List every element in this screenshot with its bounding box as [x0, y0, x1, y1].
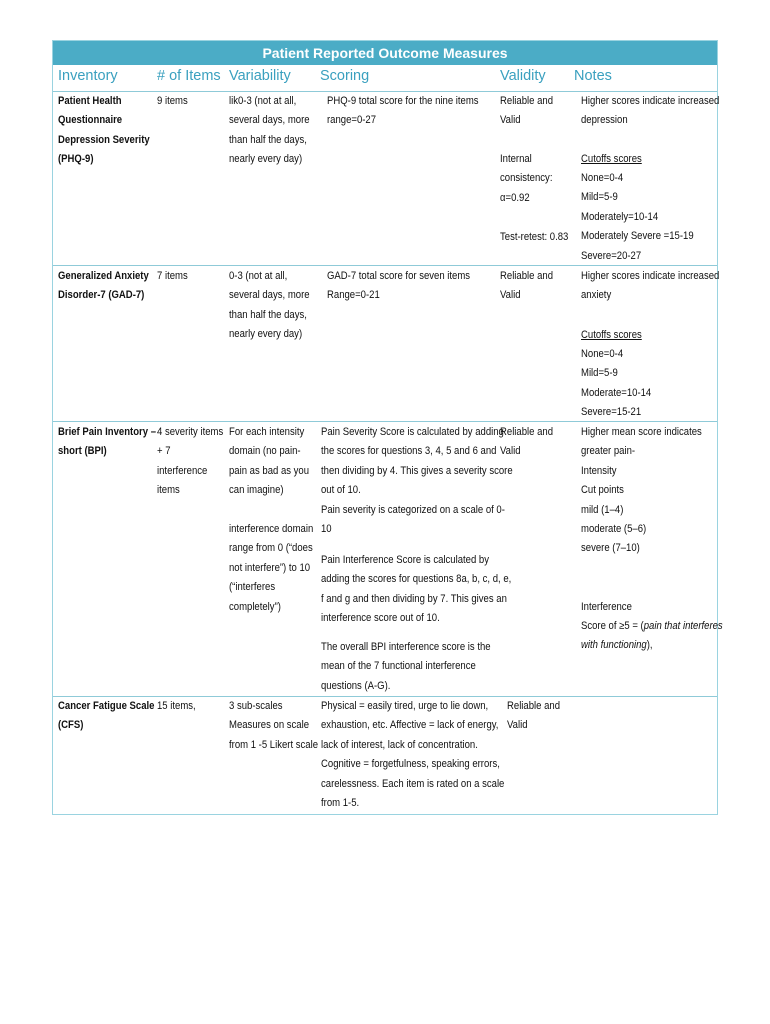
cfs-variability-line: Measures on scale — [229, 719, 310, 732]
cfs-validity-line: Reliable and — [507, 700, 561, 712]
phq9-variability — [229, 92, 310, 170]
bpi-items-line: 4 severity items — [157, 426, 224, 438]
bpi-notes-intensity-line: greater pain- — [581, 445, 636, 458]
cfs-inventory-line: Cancer Fatigue Scale — [58, 700, 155, 712]
phq9-reliability-stats-line: Test-retest: 0.83 — [500, 230, 569, 243]
header-inventory: Inventory — [58, 68, 118, 84]
bpi-notes-interference — [581, 598, 632, 617]
bpi-scoring-severity-line: then dividing by 4. This gives a severity score — [321, 464, 513, 477]
cfs-items — [157, 697, 196, 716]
cfs-scoring-line: exhaustion, etc. Affective = lack of energy, — [321, 719, 499, 732]
header-variability: Variability — [229, 68, 291, 84]
header-validity: Validity — [500, 68, 546, 84]
phq9-cutoffs-line: Severe=20-27 — [581, 249, 642, 262]
gad7-variability-line: nearly every day) — [229, 328, 303, 341]
phq9-inventory-line: Patient Health — [58, 95, 122, 107]
cfs-variability-line: from 1 -5 Likert scale — [229, 738, 319, 751]
gad7-notes-line: Higher scores indicate increased — [581, 270, 720, 282]
bpi-scoring-severity-line: the scores for questions 3, 4, 5 and 6 and — [321, 445, 497, 458]
bpi-items-line: interference — [157, 464, 208, 477]
bpi-notes-intensity-line: Higher mean score indicates — [581, 426, 702, 438]
phq9-inventory-line: (PHQ-9) — [58, 153, 94, 166]
gad7-variability — [229, 267, 310, 345]
gad7-scoring-line: Range=0-21 — [327, 289, 380, 302]
table-title: Patient Reported Outcome Measures — [53, 41, 717, 65]
cfs-variability — [229, 697, 318, 755]
bpi-variability-interference-line: (“interferes — [229, 581, 276, 594]
cfs-validity — [507, 697, 560, 736]
phq9-items-line: 9 items — [157, 95, 188, 107]
gad7-items — [157, 267, 188, 286]
cfs-scoring-line: Cognitive = forgetfulness, speaking errors, — [321, 758, 500, 771]
phq9-validity — [500, 92, 553, 131]
bpi-score-italic: pain that interferes — [643, 620, 723, 632]
bpi-scoring-overall-line: mean of the 7 functional interference — [321, 660, 476, 673]
gad7-inventory-line: Disorder-7 (GAD-7) — [58, 289, 145, 302]
bpi-validity-line: Valid — [500, 445, 521, 458]
phq9-cutoffs-line: Moderately Severe =15-19 — [581, 230, 694, 243]
bpi-scoring-interference-line: interference score out of 10. — [321, 612, 440, 625]
phq9-variability-line: than half the days, — [229, 133, 307, 146]
bpi-notes-interference-score — [581, 617, 723, 656]
phq9-reliability-stats-line: α=0.92 — [500, 191, 530, 204]
phq9-validity-line: Valid — [500, 114, 521, 127]
bpi-variability-interference-line: interference domain — [229, 523, 314, 535]
cfs-items-line: 15 items, — [157, 700, 196, 712]
outcome-measures-table — [52, 40, 723, 815]
bpi-variability-intensity-line: For each intensity — [229, 426, 305, 438]
bpi-notes-intensity-line: mild (1–4) — [581, 503, 624, 516]
phq9-scoring-line: PHQ-9 total score for the nine items — [327, 95, 479, 107]
phq9-reliability-stats — [500, 150, 568, 247]
bpi-variability-intensity-line: pain as bad as you — [229, 464, 310, 477]
phq9-items — [157, 92, 188, 111]
phq9-cutoffs-line: Moderately=10-14 — [581, 210, 659, 223]
phq9-notes-line: depression — [581, 114, 628, 127]
gad7-cutoffs-heading: Cutoffs scores — [581, 329, 642, 341]
gad7-cutoffs-line: Moderate=10-14 — [581, 386, 652, 399]
bpi-notes-intensity-line: Intensity — [581, 464, 617, 477]
phq9-reliability-stats-line: consistency: — [500, 172, 553, 185]
phq9-scoring — [327, 92, 479, 131]
bpi-scoring-severity-line: 10 — [321, 523, 332, 536]
gad7-notes — [581, 267, 719, 306]
bpi-notes-intensity-line: Cut points — [581, 484, 624, 497]
phq9-cutoffs-line: Mild=5-9 — [581, 191, 618, 204]
gad7-variability-line: 0-3 (not at all, — [229, 270, 288, 282]
phq9-inventory-line: Questionnaire — [58, 114, 123, 127]
bpi-scoring-interference-line: adding the scores for questions 8a, b, c, d, e, — [321, 573, 512, 586]
cfs-scoring-line: from 1-5. — [321, 797, 360, 810]
phq9-notes-line: Higher scores indicate increased — [581, 95, 720, 107]
phq9-cutoffs-line: None=0-4 — [581, 172, 624, 184]
cfs-scoring-line: lack of interest, lack of concentration. — [321, 738, 478, 751]
bpi-scoring-severity-line: out of 10. — [321, 484, 361, 497]
phq9-variability-line: lik0-3 (not at all, — [229, 95, 297, 107]
bpi-variability-intensity — [229, 423, 309, 501]
bpi-scoring-overall — [321, 638, 491, 696]
bpi-scoring-overall-line: questions (A-G). — [321, 679, 391, 692]
phq9-scoring-line: range=0-27 — [327, 114, 377, 127]
bpi-scoring-severity — [321, 423, 513, 539]
bpi-scoring-severity-line: Pain Severity Score is calculated by adding — [321, 426, 504, 438]
gad7-items-line: 7 items — [157, 270, 188, 282]
bpi-variability-interference-line: range from 0 (“does — [229, 542, 313, 555]
bpi-items — [157, 423, 223, 501]
bpi-inventory-line: Brief Pain Inventory – — [58, 426, 157, 438]
phq9-reliability-stats-line: Internal — [500, 153, 532, 165]
gad7-validity-line: Reliable and — [500, 270, 554, 282]
bpi-inventory-line: short (BPI) — [58, 445, 107, 458]
bpi-validity-line: Reliable and — [500, 426, 554, 438]
gad7-notes-line: anxiety — [581, 289, 612, 302]
bpi-variability-interference-line: completely”) — [229, 600, 281, 613]
cfs-inventory — [58, 697, 154, 736]
cfs-inventory-line: (CFS) — [58, 719, 84, 732]
gad7-scoring-line: GAD-7 total score for seven items — [327, 270, 471, 282]
bpi-score-suffix: ), — [646, 639, 653, 652]
cfs-validity-line: Valid — [507, 719, 528, 732]
cfs-variability-line: 3 sub-scales — [229, 700, 283, 712]
phq9-inventory-line: Depression Severity — [58, 133, 150, 146]
gad7-validity-line: Valid — [500, 289, 521, 302]
phq9-notes — [581, 92, 719, 131]
bpi-scoring-interference-line: Pain Interference Score is calculated by — [321, 554, 490, 566]
gad7-cutoffs-line: None=0-4 — [581, 348, 624, 360]
bpi-notes-intensity — [581, 423, 702, 559]
bpi-scoring-interference-line: f and g and then dividing by 7. This gives an — [321, 592, 507, 605]
bpi-score-prefix: Score of ≥5 = ( — [581, 620, 644, 632]
bpi-variability-intensity-line: can imagine) — [229, 484, 284, 497]
bpi-variability-interference — [229, 520, 313, 617]
bpi-validity — [500, 423, 553, 462]
phq9-reliability-stats-line — [500, 208, 568, 227]
bpi-inventory — [58, 423, 156, 462]
header-scoring: Scoring — [320, 68, 370, 84]
gad7-cutoffs — [581, 345, 651, 423]
bpi-variability-intensity-line: domain (no pain- — [229, 445, 301, 458]
phq9-variability-line: several days, more — [229, 114, 310, 127]
bpi-scoring-severity-line: Pain severity is categorized on a scale of 0- — [321, 503, 505, 516]
bpi-variability-interference-line: not interfere”) to 10 — [229, 561, 311, 574]
cfs-scoring — [321, 697, 504, 813]
gad7-variability-line: than half the days, — [229, 308, 307, 321]
bpi-items-line: + 7 — [157, 445, 171, 458]
gad7-inventory — [58, 267, 149, 306]
cfs-scoring-line: Physical = easily tired, urge to lie down, — [321, 700, 489, 712]
gad7-cutoffs-line: Mild=5-9 — [581, 367, 618, 380]
phq9-inventory — [58, 92, 150, 170]
bpi-notes-interference-line: Interference — [581, 601, 632, 613]
bpi-scoring-overall-line: The overall BPI interference score is the — [321, 641, 491, 653]
gad7-inventory-line: Generalized Anxiety — [58, 270, 149, 282]
bpi-notes-intensity-line: moderate (5–6) — [581, 523, 647, 536]
cfs-scoring-line: carelessness. Each item is rated on a scale — [321, 777, 505, 790]
bpi-items-line: items — [157, 484, 180, 497]
gad7-cutoffs-line: Severe=15-21 — [581, 406, 642, 419]
bpi-score-italic-2: with functioning — [581, 639, 647, 652]
phq9-validity-line: Reliable and — [500, 95, 554, 107]
gad7-validity — [500, 267, 553, 306]
bpi-scoring-interference — [321, 551, 511, 629]
phq9-cutoffs — [581, 169, 694, 266]
header-notes: Notes — [574, 68, 612, 84]
bpi-notes-intensity-line: severe (7–10) — [581, 542, 640, 555]
phq9-cutoffs-heading: Cutoffs scores — [581, 153, 642, 165]
gad7-variability-line: several days, more — [229, 289, 310, 302]
gad7-scoring — [327, 267, 470, 306]
header-items: # of Items — [157, 68, 221, 84]
phq9-variability-line: nearly every day) — [229, 153, 303, 166]
